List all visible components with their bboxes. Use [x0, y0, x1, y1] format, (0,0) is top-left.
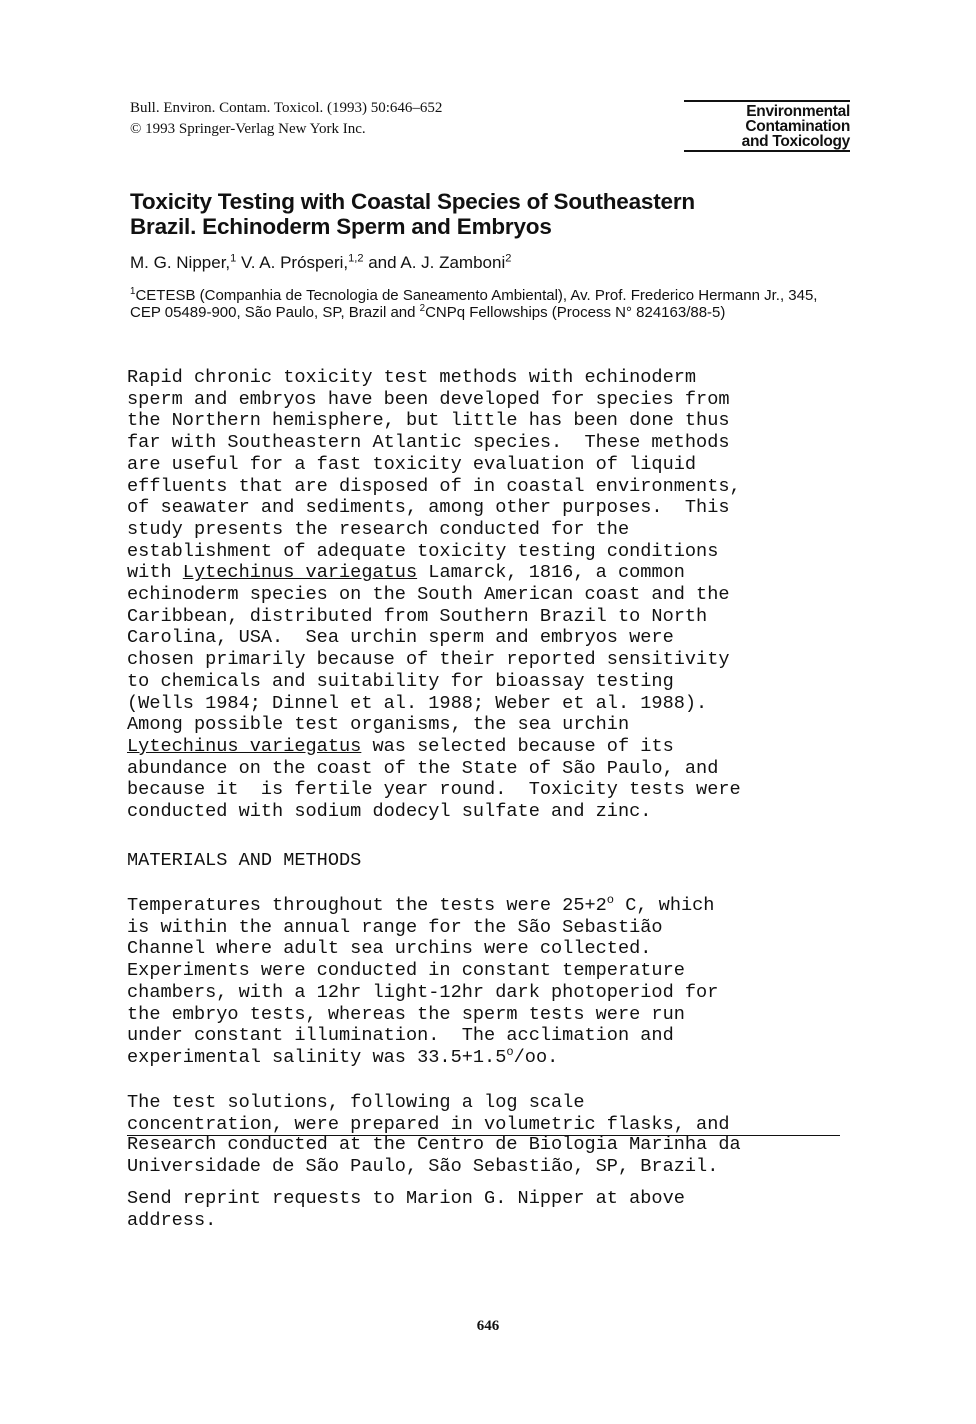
- citation-block: [130, 98, 442, 140]
- abstract-text-2: Lamarck, 1816, a common echinoderm species on the South American coast and the Caribbean, distributed from Southern Brazil to North Carolina, USA. Sea urchin sperm and embryos were chosen primarily because of their reported sensitivity to chemicals and suitability for bioassay testing (Wells 1984; Dinnel et al. 1988; Weber et al. 1988). Among possible test organisms, the sea urchin: [127, 562, 730, 736]
- degree-mark: o: [606, 892, 615, 907]
- affiliation-text-1: CETESB (Companhia de Tecnologia de Saneamento Ambiental), Av. Prof. Frederico Hermann Jr., 345, CEP 05489-900, São Paulo, SP, Brazil and: [130, 287, 818, 321]
- footnote-reprint: Send reprint requests to Marion G. Nipper at above address.: [127, 1188, 685, 1231]
- author-1-affil-mark: 1: [230, 252, 237, 265]
- species-name-2: Lytechinus variegatus: [127, 735, 362, 757]
- citation-line-1: Bull. Environ. Contam. Toxicol. (1993) 50:646–652: [130, 100, 443, 116]
- methods-text-3: /oo.: [513, 1046, 559, 1068]
- methods-paragraph-1: [127, 892, 719, 1069]
- section-heading: MATERIALS AND METHODS: [127, 850, 362, 871]
- author-3-affil-mark: 2: [505, 252, 512, 265]
- permil-mark: o: [506, 1044, 514, 1059]
- article-title: [130, 189, 830, 239]
- author-list: [130, 252, 511, 274]
- title-line-2: Brazil. Echinoderm Sperm and Embryos: [130, 214, 552, 239]
- affil-mark-1: 1: [130, 286, 136, 297]
- journal-logo-line-1: Environmental: [746, 103, 850, 120]
- journal-logo-line-2: Contamination: [745, 118, 850, 135]
- page-number: 646: [476, 1318, 500, 1334]
- author-2-affil-mark: 1,2: [348, 252, 364, 265]
- copyright-line: © 1993 Springer-Verlag New York Inc.: [130, 121, 366, 137]
- abstract-paragraph: [127, 367, 741, 823]
- affiliation-text-2: CNPq Fellowships (Process N° 824163/88-5): [425, 303, 726, 321]
- author-3: and A. J. Zamboni: [363, 253, 506, 272]
- affiliation: [130, 288, 830, 321]
- abstract-text-1: Rapid chronic toxicity test methods with echinoderm sperm and embryos have been developed for species from the Northern hemisphere, but little has been done thus far with Southeastern Atlantic species. These methods are useful for a fast toxicity evaluation of liquid effluents that are disposed of in coastal environments, of seawater and sediments, among other purposes. This study presents the research conducted for the establishment of adequate toxicity testing conditions with: [127, 367, 741, 584]
- journal-logo-line-3: and Toxicology: [741, 133, 850, 150]
- affil-mark-2: 2: [419, 302, 426, 314]
- author-1: M. G. Nipper,: [130, 253, 231, 272]
- title-line-1: Toxicity Testing with Coastal Species of Southeastern: [130, 189, 695, 214]
- methods-text-2: C, which is within the annual range for the São Sebastião Channel where adult sea urchins were collected. Experiments were conducted in constant temperature chambers, with a 12hr light-12hr dark photoperiod for the embryo tests, whereas the sperm tests were run under constant illumination. The acclimation and experimental salinity was 33.5+1.5: [127, 895, 719, 1068]
- methods-paragraph-2: The test solutions, following a log scale concentration, were prepared in volumetric flasks, and: [127, 1092, 730, 1135]
- journal-logo: [684, 100, 850, 152]
- footnote-research: Research conducted at the Centro de Biologia Marinha da Universidade de São Paulo, São Sebastião, SP, Brazil.: [127, 1134, 741, 1177]
- author-2: V. A. Prósperi,: [236, 253, 349, 272]
- methods-text-1: Temperatures throughout the tests were 25+2: [127, 895, 607, 916]
- abstract-text-3: was selected because of its abundance on the coast of the State of São Paulo, and because it is fertile year round. Toxicity tests were conducted with sodium dodecyl sulfate and zinc.: [127, 735, 741, 823]
- species-name-1: Lytechinus variegatus: [182, 562, 418, 584]
